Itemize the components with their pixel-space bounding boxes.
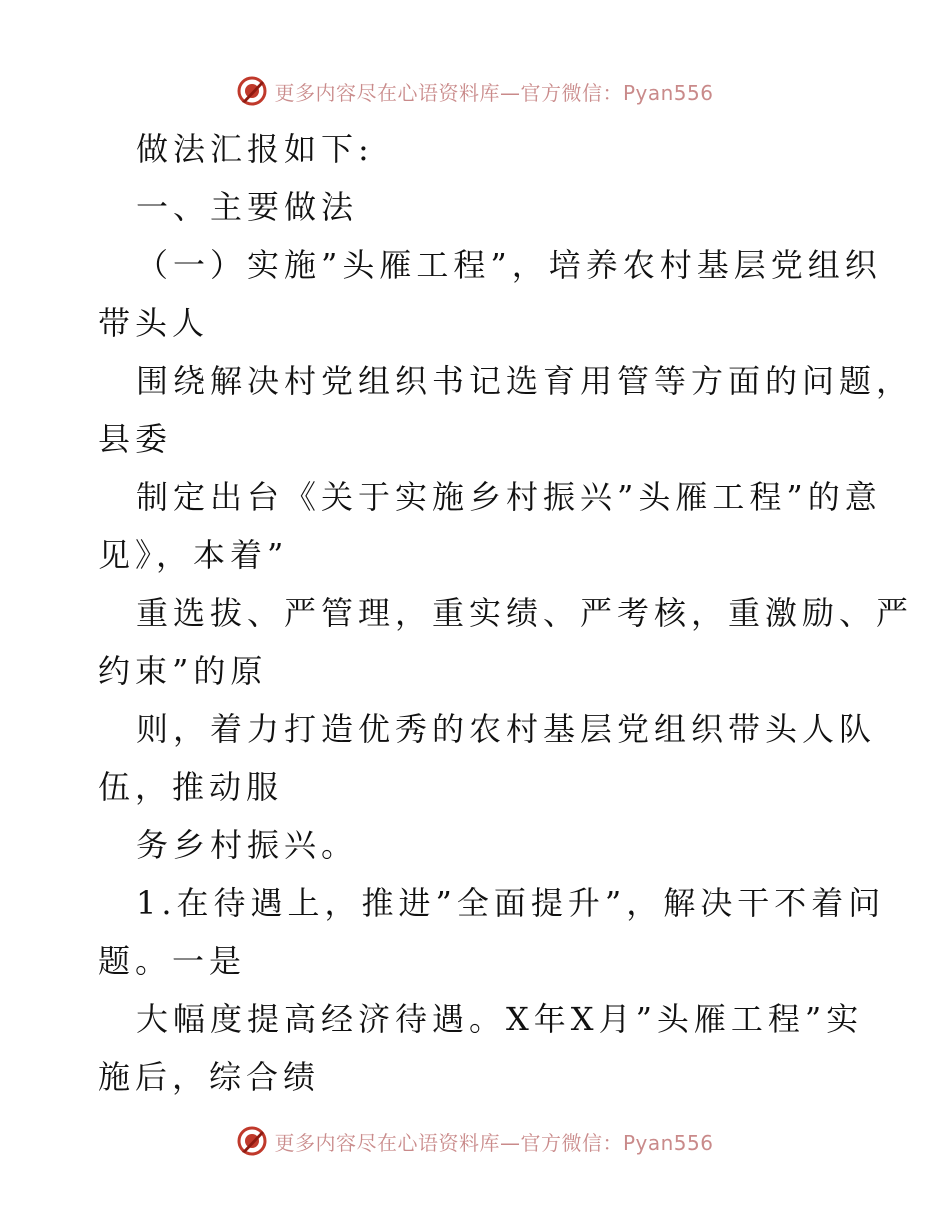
text-line: 题。一是	[98, 942, 247, 980]
watermark-text: 更多内容尽在心语资料库—官方微信：Pyan556	[274, 80, 714, 105]
text-line: 1.在待遇上，推进”全面提升”，解决干不着问	[136, 884, 886, 922]
text-line: 县委	[98, 420, 173, 458]
text-line: 务乡村振兴。	[136, 826, 359, 864]
text-line: 制定出台《关于实施乡村振兴”头雁工程”的意	[136, 478, 882, 516]
text-line: 见》，本着”	[98, 536, 289, 574]
text-line: 约束”的原	[98, 652, 268, 690]
text-line: 做法汇报如下:	[136, 130, 374, 168]
text-line: （一）实施”头雁工程”，培养农村基层党组织	[136, 246, 882, 284]
text-line: 施后，综合绩	[98, 1058, 321, 1096]
text-line: 一、主要做法	[136, 188, 359, 226]
text-line: 大幅度提高经济待遇。X年X月”头雁工程”实	[136, 1000, 864, 1038]
text-line: 带头人	[98, 304, 210, 342]
pen-circle-logo-icon	[236, 75, 268, 107]
header-watermark	[0, 71, 950, 111]
footer-watermark	[0, 1121, 950, 1161]
text-line: 重选拔、严管理，重实绩、严考核，重激励、严	[136, 594, 914, 632]
text-line: 则，着力打造优秀的农村基层党组织带头人队	[136, 710, 877, 748]
text-line: 伍，推动服	[98, 768, 284, 806]
text-line: 围绕解决村党组织书记选育用管等方面的问题，	[136, 362, 914, 400]
pen-circle-logo-icon	[236, 1125, 268, 1157]
watermark-text: 更多内容尽在心语资料库—官方微信：Pyan556	[274, 1130, 714, 1155]
document-body	[98, 120, 914, 1106]
